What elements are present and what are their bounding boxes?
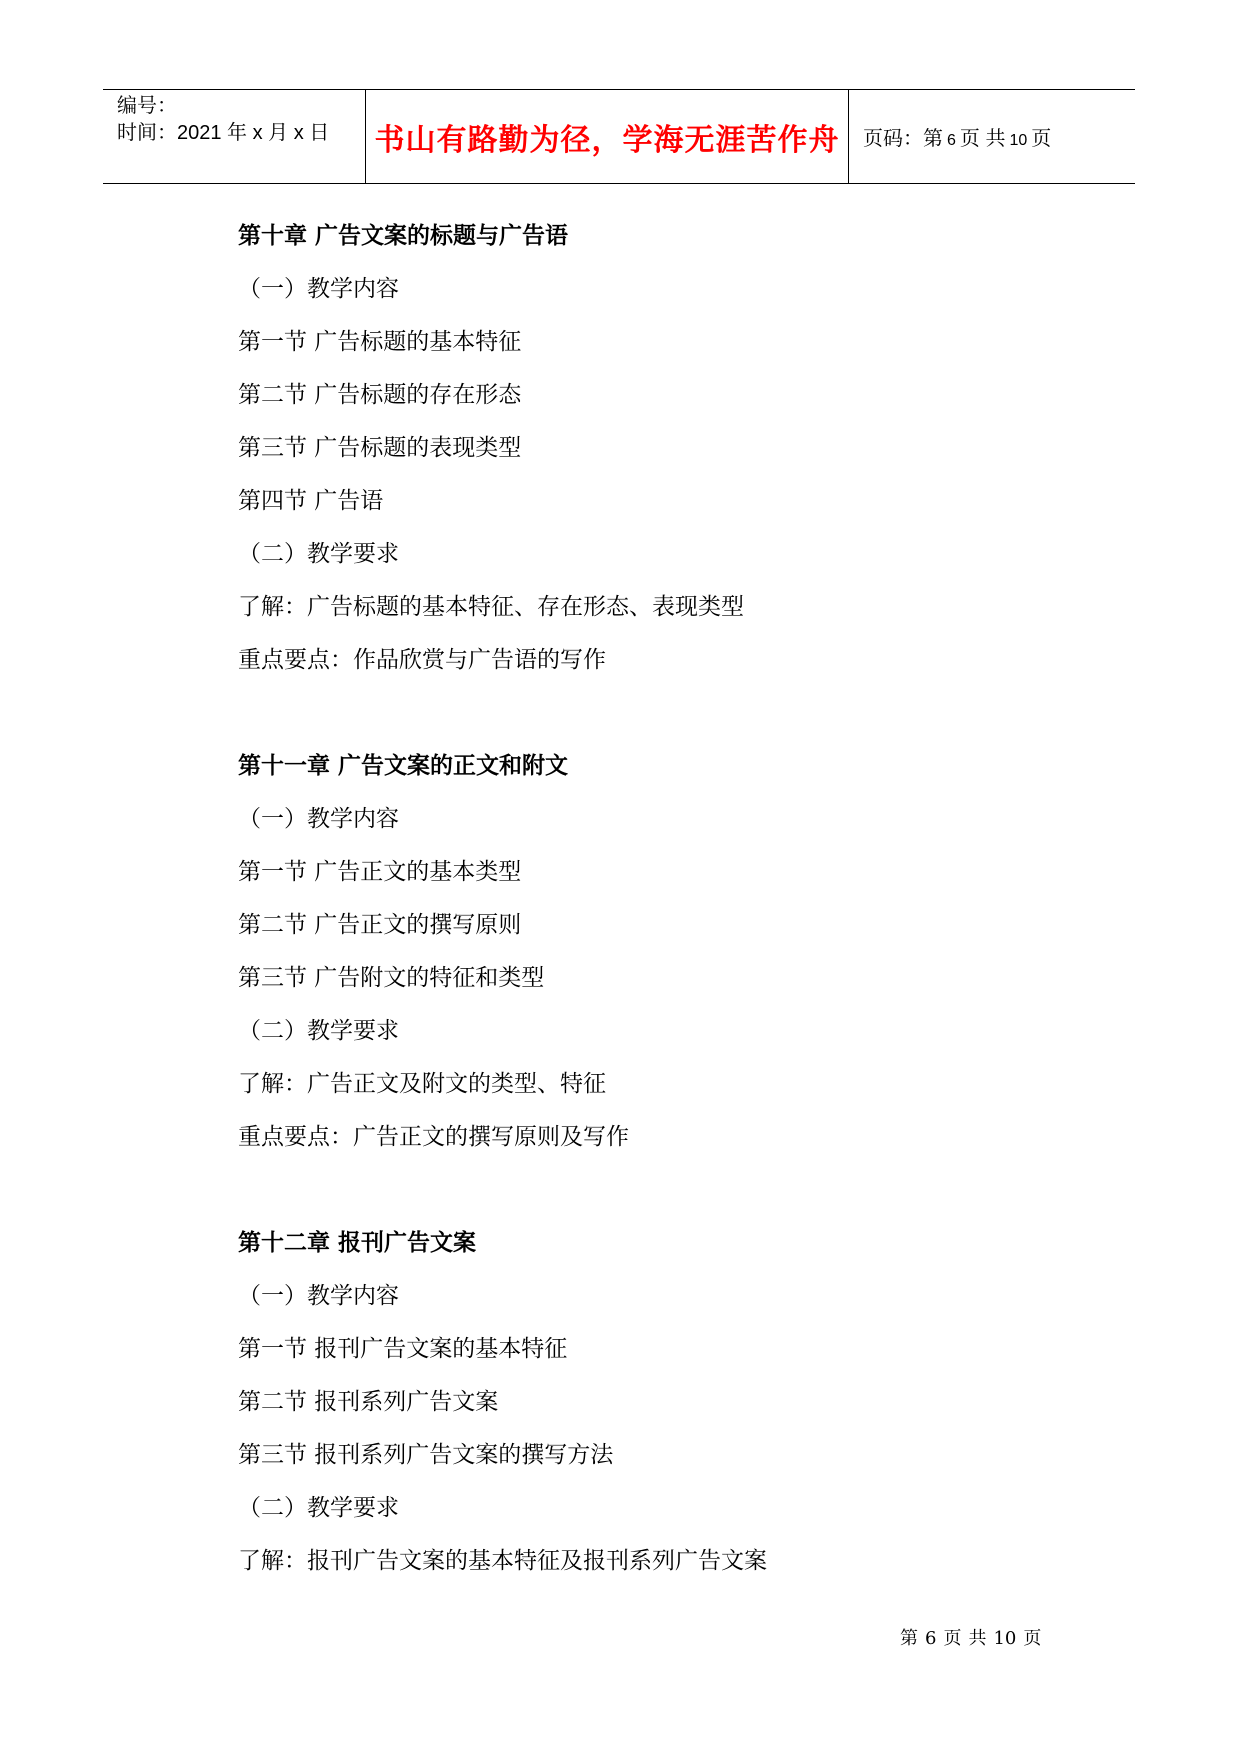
header-page-current: 6 (947, 132, 956, 149)
header-page-mid: 页 共 (959, 128, 1006, 150)
requirement-line: 了解：广告标题的基本特征、存在形态、表现类型 (238, 594, 744, 620)
section-line: 第一节 报刊广告文案的基本特征 (238, 1336, 568, 1362)
key-point-line: 重点要点：广告正文的撰写原则及写作 (238, 1124, 629, 1150)
chapter-title: 第十二章 报刊广告文案 (238, 1230, 477, 1256)
section-line: 第三节 广告标题的表现类型 (238, 435, 522, 461)
section-line: 第三节 报刊系列广告文案的撰写方法 (238, 1442, 614, 1468)
requirement-line: 了解：报刊广告文案的基本特征及报刊系列广告文案 (238, 1548, 767, 1574)
header-motto-cell (366, 90, 849, 183)
section-label: （一）教学内容 (238, 806, 399, 832)
section-line: 第四节 广告语 (238, 488, 384, 514)
header-page-total: 10 (1009, 132, 1028, 149)
section-line: 第二节 广告标题的存在形态 (238, 382, 522, 408)
header-page-info (863, 122, 1051, 151)
document-number-label: 编号： (117, 95, 177, 117)
section-line: 第一节 广告标题的基本特征 (238, 329, 522, 355)
section-label: （二）教学要求 (238, 541, 399, 567)
section-label: （一）教学内容 (238, 276, 399, 302)
section-line: 第二节 报刊系列广告文案 (238, 1389, 499, 1415)
chapter-spacer (238, 687, 1078, 740)
key-point-line: 重点要点：作品欣赏与广告语的写作 (238, 647, 606, 673)
header-meta-cell (103, 90, 366, 183)
document-time-label: 时间：2021 年 x 月 x 日 (117, 122, 330, 144)
section-label: （二）教学要求 (238, 1495, 399, 1521)
requirement-line: 了解：广告正文及附文的类型、特征 (238, 1071, 606, 1097)
footer-word: 页 (1023, 1628, 1042, 1649)
section-label: （二）教学要求 (238, 1018, 399, 1044)
section-line: 第三节 广告附文的特征和类型 (238, 965, 545, 991)
chapter-title: 第十章 广告文案的标题与广告语 (238, 223, 569, 249)
page-footer (900, 1624, 1048, 1650)
header-page-prefix: 页码：第 (863, 128, 943, 150)
header-page-cell (849, 90, 1135, 183)
header-page-suffix: 页 (1031, 128, 1052, 150)
section-label: （一）教学内容 (238, 1283, 399, 1309)
section-line: 第二节 广告正文的撰写原则 (238, 912, 522, 938)
section-line: 第一节 广告正文的基本类型 (238, 859, 522, 885)
page-header (103, 89, 1135, 184)
document-body (238, 210, 1078, 1588)
chapter-spacer (238, 1164, 1078, 1217)
footer-page-current: 6 (925, 1628, 937, 1649)
chapter-title: 第十一章 广告文案的正文和附文 (238, 753, 569, 779)
footer-page-total: 10 (993, 1628, 1017, 1649)
footer-word: 共 (968, 1628, 987, 1649)
header-motto: 书山有路勤为径，学海无涯苦作舟 (374, 123, 840, 157)
footer-word: 第 (900, 1628, 918, 1649)
footer-word: 页 (943, 1628, 962, 1649)
